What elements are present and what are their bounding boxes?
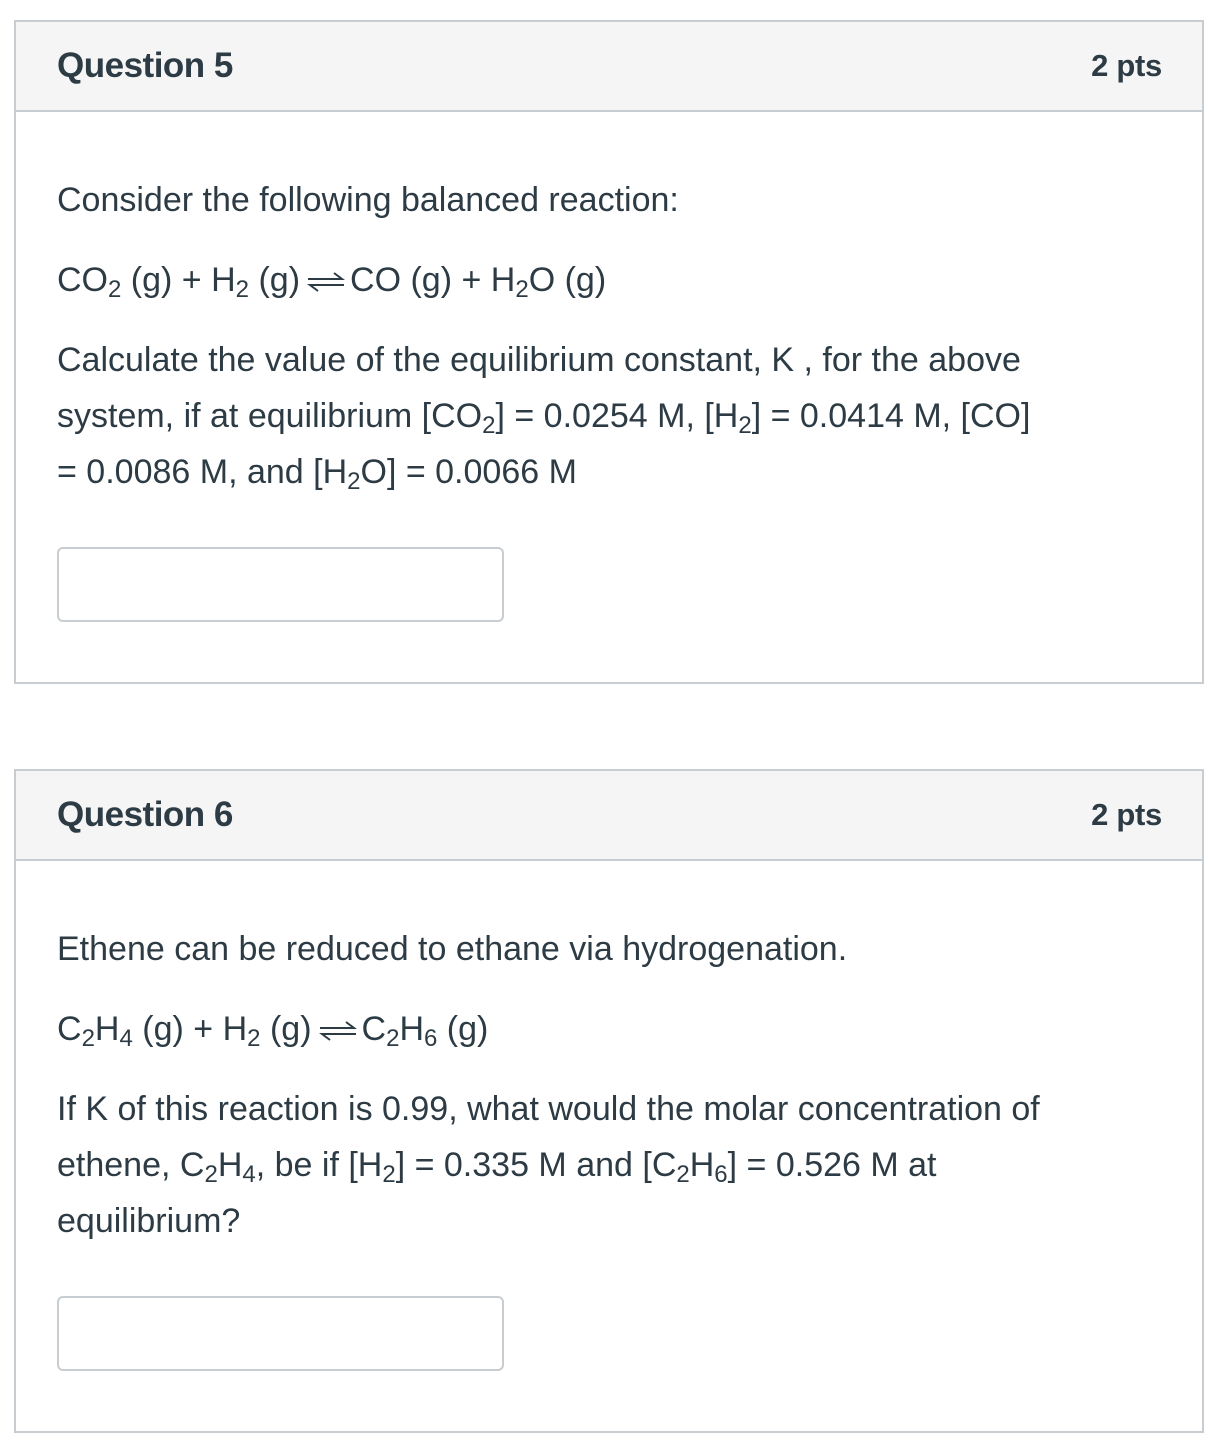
q-text: ] = 0.335 M and [C bbox=[395, 1146, 677, 1184]
equilibrium-arrow-icon bbox=[318, 1020, 358, 1042]
eq-text: (g) + H bbox=[121, 261, 236, 299]
eq-subscript: 2 bbox=[235, 276, 250, 303]
q-subscript: 2 bbox=[482, 412, 496, 439]
q-text: = 0.0086 M, and [H bbox=[57, 453, 348, 491]
eq-subscript: 2 bbox=[515, 276, 529, 303]
question-header bbox=[16, 22, 1202, 112]
q-text: ] = 0.526 M at bbox=[727, 1146, 937, 1184]
answer-input[interactable] bbox=[57, 1296, 504, 1371]
question-line: Calculate the value of the equilibrium constant, K , for the above bbox=[57, 341, 1021, 379]
question-header bbox=[16, 771, 1202, 861]
eq-text: C bbox=[361, 1010, 387, 1048]
q-subscript: 2 bbox=[382, 1161, 396, 1188]
question-line bbox=[57, 444, 1162, 500]
eq-subscript: 2 bbox=[81, 1025, 95, 1052]
eq-text: O (g) bbox=[528, 261, 607, 299]
question-line: If K of this reaction is 0.99, what would the molar concentration of bbox=[57, 1090, 1040, 1128]
q-text: system, if at equilibrium [CO bbox=[57, 397, 483, 435]
eq-text: (g) bbox=[249, 261, 301, 299]
q-subscript: 2 bbox=[347, 468, 361, 495]
question-intro: Ethene can be reduced to ethane via hydrogenation. bbox=[57, 930, 848, 968]
eq-subscript: 2 bbox=[386, 1025, 400, 1052]
q-text: H bbox=[217, 1146, 243, 1184]
answer-input[interactable] bbox=[57, 547, 504, 622]
q-subscript: 4 bbox=[242, 1161, 256, 1188]
question-points: 2 pts bbox=[1091, 797, 1162, 832]
eq-text: H bbox=[399, 1010, 424, 1048]
question-text bbox=[57, 1081, 1162, 1249]
question-body bbox=[16, 172, 1202, 500]
question-line bbox=[57, 388, 1162, 444]
eq-subscript: 4 bbox=[119, 1025, 133, 1052]
question-5-card bbox=[14, 20, 1204, 684]
eq-text: (g) + H bbox=[132, 1010, 248, 1048]
reaction-equation bbox=[57, 1001, 1162, 1057]
q-text: O] = 0.0066 M bbox=[360, 453, 577, 491]
question-points: 2 pts bbox=[1091, 48, 1162, 83]
question-title: Question 6 bbox=[57, 795, 233, 834]
question-6-card bbox=[14, 769, 1204, 1433]
q-text: ] = 0.0254 M, [H bbox=[495, 397, 739, 435]
q-subscript: 6 bbox=[714, 1161, 728, 1188]
q-subscript: 2 bbox=[204, 1161, 218, 1188]
eq-text: C bbox=[57, 1010, 82, 1048]
eq-subscript: 6 bbox=[424, 1025, 438, 1052]
q-text: ethene, C bbox=[57, 1146, 205, 1184]
eq-subscript: 2 bbox=[247, 1025, 261, 1052]
question-text bbox=[57, 332, 1162, 500]
question-body bbox=[16, 921, 1202, 1249]
reaction-equation bbox=[57, 252, 1162, 308]
equilibrium-arrow-icon bbox=[306, 271, 346, 293]
question-title: Question 5 bbox=[57, 46, 233, 85]
question-line bbox=[57, 1137, 1162, 1193]
q-subscript: 2 bbox=[738, 412, 752, 439]
question-line: equilibrium? bbox=[57, 1202, 241, 1240]
q-text: , be if [H bbox=[255, 1146, 383, 1184]
eq-text: CO (g) + H bbox=[350, 261, 516, 299]
eq-text: (g) bbox=[260, 1010, 312, 1048]
question-intro: Consider the following balanced reaction: bbox=[57, 181, 679, 219]
eq-subscript: 2 bbox=[108, 276, 122, 303]
q-subscript: 2 bbox=[676, 1161, 690, 1188]
eq-text: CO bbox=[57, 261, 108, 299]
q-text: H bbox=[689, 1146, 715, 1184]
q-text: ] = 0.0414 M, [CO] bbox=[751, 397, 1031, 435]
eq-text: H bbox=[94, 1010, 120, 1048]
eq-text: (g) bbox=[437, 1010, 489, 1048]
